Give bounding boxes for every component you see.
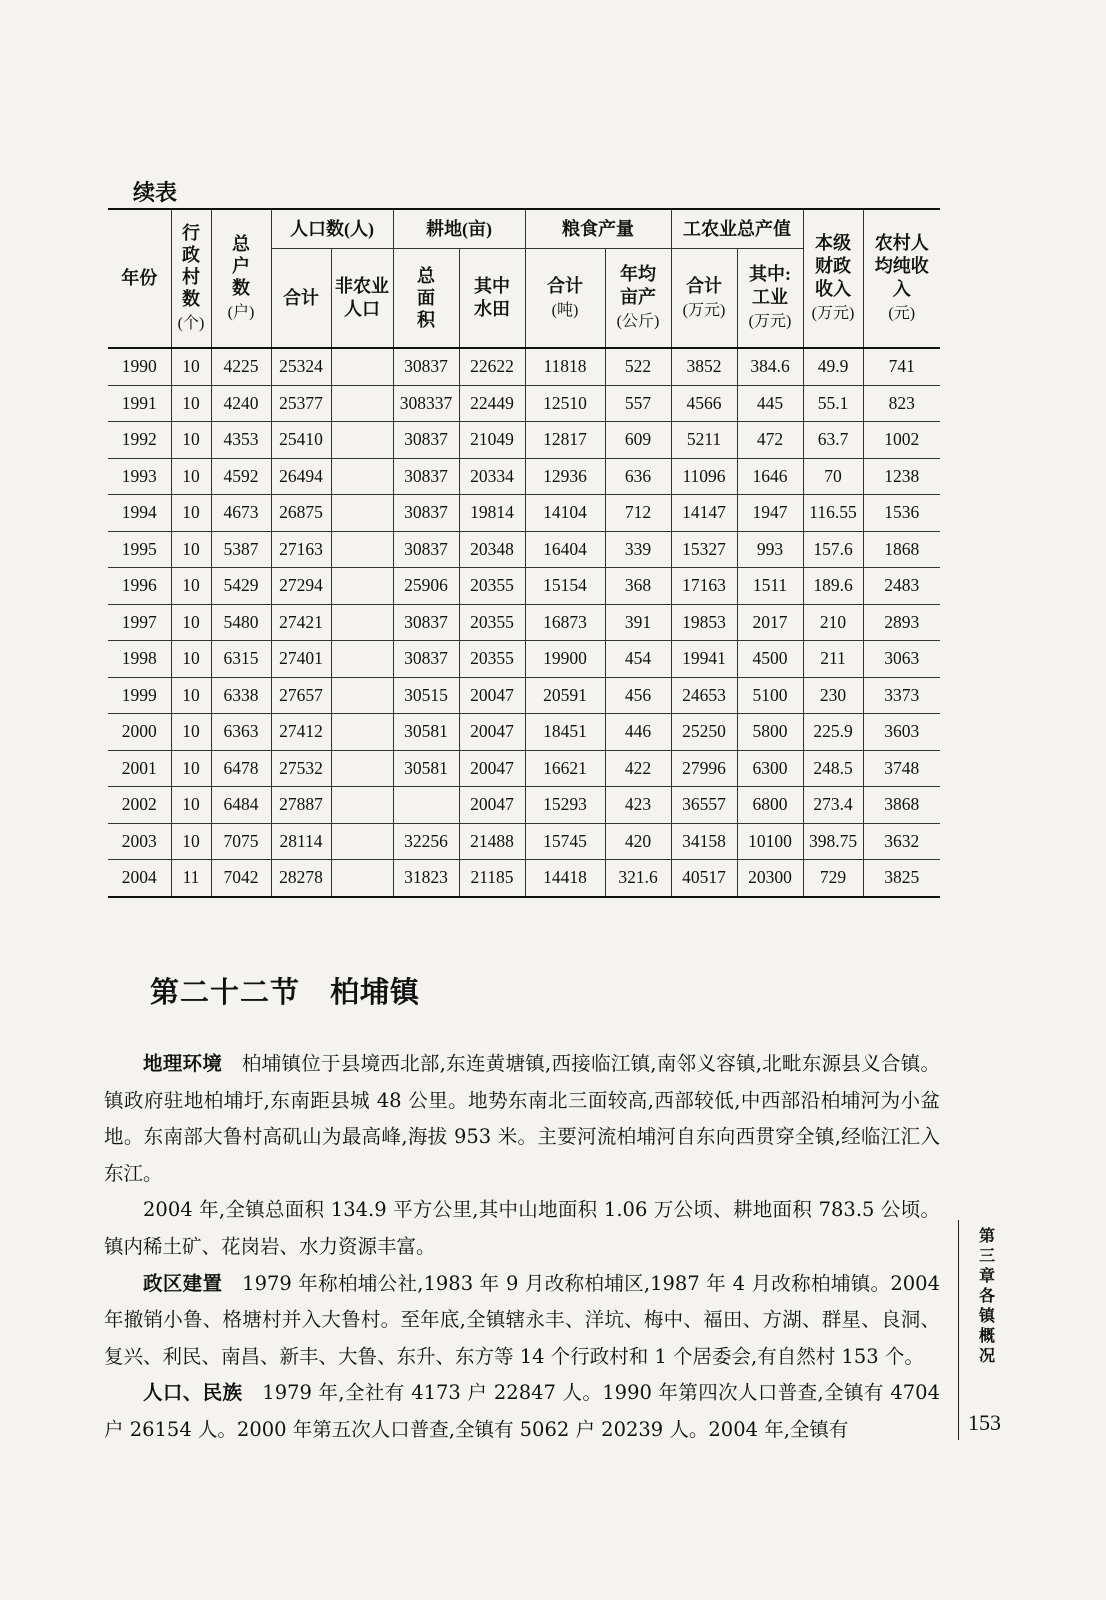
table-cell: 2004: [108, 860, 171, 897]
table-row: [108, 860, 940, 897]
table-cell: 11096: [671, 458, 737, 495]
table-cell: 4500: [737, 641, 803, 678]
table-cell: 7042: [211, 860, 271, 897]
table-cell: 210: [803, 604, 863, 641]
table-cell: 1991: [108, 385, 171, 422]
table-cell: 36557: [671, 787, 737, 824]
table-cell: 2003: [108, 823, 171, 860]
table-cell: [393, 787, 459, 824]
table-cell: 10: [171, 385, 211, 422]
table-cell: 368: [605, 568, 671, 605]
table-cell: 15293: [525, 787, 605, 824]
table-cell: 741: [863, 348, 940, 385]
table-cell: 1999: [108, 677, 171, 714]
table-row: [108, 458, 940, 495]
page-number: 153: [968, 1410, 1001, 1435]
table-cell: [331, 348, 393, 385]
table-row: [108, 750, 940, 787]
table-cell: 30837: [393, 604, 459, 641]
header-households: 总户数 (户): [211, 209, 271, 348]
table-cell: 5387: [211, 531, 271, 568]
table-cell: 30837: [393, 495, 459, 532]
header-villages: 行政村数 (个): [171, 209, 211, 348]
table-cell: 445: [737, 385, 803, 422]
header-cult-paddy: 其中水田: [459, 249, 525, 349]
table-cell: 7075: [211, 823, 271, 860]
table-row: [108, 641, 940, 678]
table-cell: 19853: [671, 604, 737, 641]
table-cell: 420: [605, 823, 671, 860]
table-cell: 225.9: [803, 714, 863, 751]
table-row: [108, 531, 940, 568]
table-cell: 4353: [211, 422, 271, 459]
table-cell: 3632: [863, 823, 940, 860]
table-cell: 16873: [525, 604, 605, 641]
table-cell: 1511: [737, 568, 803, 605]
table-cell: 30837: [393, 348, 459, 385]
table-cell: 6484: [211, 787, 271, 824]
table-cell: 557: [605, 385, 671, 422]
table-cell: 4225: [211, 348, 271, 385]
table-cell: [331, 495, 393, 532]
table-cell: 10: [171, 750, 211, 787]
table-cell: 1868: [863, 531, 940, 568]
table-cell: 17163: [671, 568, 737, 605]
table-cell: 27887: [271, 787, 331, 824]
table-row: [108, 604, 940, 641]
table-cell: 446: [605, 714, 671, 751]
table-cell: 729: [803, 860, 863, 897]
table-cell: 25906: [393, 568, 459, 605]
table-cell: 27421: [271, 604, 331, 641]
table-cell: 10: [171, 422, 211, 459]
table-cell: 423: [605, 787, 671, 824]
table-cell: 636: [605, 458, 671, 495]
table-cell: 2017: [737, 604, 803, 641]
table-cell: 30581: [393, 714, 459, 751]
header-output-total: 合计 (万元): [671, 249, 737, 349]
table-cell: 25410: [271, 422, 331, 459]
table-cell: 230: [803, 677, 863, 714]
table-cell: 40517: [671, 860, 737, 897]
table-cell: 4592: [211, 458, 271, 495]
table-cell: 5211: [671, 422, 737, 459]
table-cell: 21488: [459, 823, 525, 860]
sidebar-divider: [958, 1220, 959, 1440]
header-cultivated: 耕地(亩): [393, 209, 525, 249]
table-cell: 1536: [863, 495, 940, 532]
header-grain-total: 合计 (吨): [525, 249, 605, 349]
table-cell: 1646: [737, 458, 803, 495]
table-row: [108, 422, 940, 459]
statistics-table: [108, 208, 940, 898]
paragraph-population: 人口、民族 1979 年,全社有 4173 户 22847 人。1990 年第四次人口普查,全镇有 4704 户 26154 人。2000 年第五次人口普查,全镇有 5062 户 20239 人。2004 年,全镇有: [104, 1381, 940, 1441]
table-row: [108, 787, 940, 824]
table-cell: 2000: [108, 714, 171, 751]
table-cell: [331, 385, 393, 422]
table-cell: 16621: [525, 750, 605, 787]
table-cell: 211: [803, 641, 863, 678]
table-cell: 422: [605, 750, 671, 787]
table-row: [108, 495, 940, 532]
table-cell: 10: [171, 568, 211, 605]
table-cell: 6363: [211, 714, 271, 751]
table-cell: 12510: [525, 385, 605, 422]
table-cell: 398.75: [803, 823, 863, 860]
table-cell: 19814: [459, 495, 525, 532]
header-income: 农村人均纯收入 (元): [863, 209, 940, 348]
table-cell: 15154: [525, 568, 605, 605]
header-output-industry: 其中:工业 (万元): [737, 249, 803, 349]
table-cell: 456: [605, 677, 671, 714]
table-cell: 10: [171, 641, 211, 678]
table-cell: 15327: [671, 531, 737, 568]
table-row: [108, 385, 940, 422]
table-cell: 20334: [459, 458, 525, 495]
table-cell: [331, 531, 393, 568]
table-cell: 70: [803, 458, 863, 495]
table-cell: 6800: [737, 787, 803, 824]
table-cell: 3748: [863, 750, 940, 787]
table-cell: 2483: [863, 568, 940, 605]
header-cult-total: 总面积: [393, 249, 459, 349]
header-grain-yield: 年均亩产 (公斤): [605, 249, 671, 349]
table-cell: 10: [171, 823, 211, 860]
table-cell: [331, 641, 393, 678]
table-cell: 308337: [393, 385, 459, 422]
table-cell: 31823: [393, 860, 459, 897]
table-cell: [331, 604, 393, 641]
header-fiscal: 本级财政收入 (万元): [803, 209, 863, 348]
table-row: [108, 714, 940, 751]
table-cell: 55.1: [803, 385, 863, 422]
table-cell: 5800: [737, 714, 803, 751]
header-pop-total: 合计: [271, 249, 331, 349]
table-cell: 5429: [211, 568, 271, 605]
table-cell: 26494: [271, 458, 331, 495]
table-cell: 10: [171, 604, 211, 641]
table-cell: 6478: [211, 750, 271, 787]
table-cell: 2001: [108, 750, 171, 787]
table-cell: [331, 422, 393, 459]
paragraph-geography: 地理环境 柏埔镇位于县境西北部,东连黄塘镇,西接临江镇,南邻义容镇,北毗东源县义合镇。镇政府驻地柏埔圩,东南距县城 48 公里。地势东南北三面较高,西部较低,中西部沿柏埔河为小盆地。东南部大鲁村高矶山为最高峰,海拔 953 米。主要河流柏埔河自东向西贯穿全镇,经临江汇入东江。: [104, 1052, 940, 1185]
table-cell: 3868: [863, 787, 940, 824]
table-cell: [331, 568, 393, 605]
table-cell: 34158: [671, 823, 737, 860]
table-cell: 4240: [211, 385, 271, 422]
table-cell: 472: [737, 422, 803, 459]
table-cell: 248.5: [803, 750, 863, 787]
paragraph-administration: 政区建置 1979 年称柏埔公社,1983 年 9 月改称柏埔区,1987 年 4 月改称柏埔镇。2004 年撤销小鲁、格塘村并入大鲁村。至年底,全镇辖永丰、洋坑、梅中、福田、方湖、群星、良洞、复兴、利民、南昌、新丰、大鲁、东升、东方等 14 个行政村和 1 个居委会,有自然村 153 个。: [104, 1271, 940, 1368]
table-row: [108, 677, 940, 714]
table-cell: 3852: [671, 348, 737, 385]
table-cell: 3603: [863, 714, 940, 751]
table-cell: [331, 860, 393, 897]
table-cell: 10: [171, 348, 211, 385]
section-title: 第二十二节 柏埔镇: [150, 975, 421, 1009]
header-pop-nonagri: 非农业人口: [331, 249, 393, 349]
table-cell: 14147: [671, 495, 737, 532]
table-cell: 20047: [459, 787, 525, 824]
table-cell: 28278: [271, 860, 331, 897]
table-cell: 454: [605, 641, 671, 678]
table-cell: 10: [171, 714, 211, 751]
table-cell: 25250: [671, 714, 737, 751]
table-cell: [331, 823, 393, 860]
table-cell: 2002: [108, 787, 171, 824]
table-cell: [331, 458, 393, 495]
continued-label: 续表: [133, 180, 178, 206]
table-cell: 14104: [525, 495, 605, 532]
table-cell: 993: [737, 531, 803, 568]
table-cell: 19900: [525, 641, 605, 678]
table-cell: 20591: [525, 677, 605, 714]
table-cell: 21049: [459, 422, 525, 459]
table-cell: 27163: [271, 531, 331, 568]
table-cell: 10: [171, 458, 211, 495]
table-cell: 157.6: [803, 531, 863, 568]
table-cell: 63.7: [803, 422, 863, 459]
table-cell: 609: [605, 422, 671, 459]
table-cell: 22449: [459, 385, 525, 422]
table-cell: 339: [605, 531, 671, 568]
table-cell: 1998: [108, 641, 171, 678]
table-cell: 1996: [108, 568, 171, 605]
table-cell: 384.6: [737, 348, 803, 385]
table-cell: 27294: [271, 568, 331, 605]
table-cell: 12936: [525, 458, 605, 495]
table-cell: 15745: [525, 823, 605, 860]
table-cell: 1994: [108, 495, 171, 532]
table-cell: 6338: [211, 677, 271, 714]
table-cell: 5100: [737, 677, 803, 714]
table-cell: 391: [605, 604, 671, 641]
table-cell: 11818: [525, 348, 605, 385]
table-cell: 27401: [271, 641, 331, 678]
table-cell: 1993: [108, 458, 171, 495]
table-cell: 1995: [108, 531, 171, 568]
table-cell: 1002: [863, 422, 940, 459]
table-cell: 20355: [459, 568, 525, 605]
table-cell: 27412: [271, 714, 331, 751]
table-cell: 32256: [393, 823, 459, 860]
paragraph-area: 2004 年,全镇总面积 134.9 平方公里,其中山地面积 1.06 万公顷、耕地面积 783.5 公顷。镇内稀土矿、花岗岩、水力资源丰富。: [104, 1198, 940, 1258]
table-cell: 20355: [459, 641, 525, 678]
table-cell: 30837: [393, 458, 459, 495]
table-cell: 16404: [525, 531, 605, 568]
table-cell: 321.6: [605, 860, 671, 897]
table-cell: 25324: [271, 348, 331, 385]
table-cell: 1947: [737, 495, 803, 532]
table-cell: 823: [863, 385, 940, 422]
table-cell: 1992: [108, 422, 171, 459]
table-cell: [331, 714, 393, 751]
table-cell: 4673: [211, 495, 271, 532]
table-cell: 24653: [671, 677, 737, 714]
table-row: [108, 823, 940, 860]
table-cell: 49.9: [803, 348, 863, 385]
table-cell: 11: [171, 860, 211, 897]
table-cell: 20047: [459, 714, 525, 751]
table-cell: 20047: [459, 677, 525, 714]
table-cell: 20348: [459, 531, 525, 568]
table-cell: 30515: [393, 677, 459, 714]
table-cell: 5480: [211, 604, 271, 641]
table-cell: [331, 677, 393, 714]
table-cell: 10: [171, 531, 211, 568]
table-cell: 712: [605, 495, 671, 532]
table-cell: 27996: [671, 750, 737, 787]
header-grain: 粮食产量: [525, 209, 671, 249]
header-population: 人口数(人): [271, 209, 393, 249]
table-cell: 30837: [393, 641, 459, 678]
table-cell: 1990: [108, 348, 171, 385]
table-cell: 10: [171, 787, 211, 824]
header-year: 年份: [108, 209, 171, 348]
table-cell: 3063: [863, 641, 940, 678]
table-cell: 116.55: [803, 495, 863, 532]
table-cell: 20355: [459, 604, 525, 641]
table-cell: 1238: [863, 458, 940, 495]
table-cell: [331, 787, 393, 824]
table-cell: 10100: [737, 823, 803, 860]
table-cell: 20300: [737, 860, 803, 897]
table-cell: 21185: [459, 860, 525, 897]
table-cell: 27657: [271, 677, 331, 714]
table-cell: 10: [171, 677, 211, 714]
table-cell: 273.4: [803, 787, 863, 824]
table-cell: 2893: [863, 604, 940, 641]
table-cell: 3825: [863, 860, 940, 897]
table-cell: 6315: [211, 641, 271, 678]
table-cell: 28114: [271, 823, 331, 860]
table-cell: 6300: [737, 750, 803, 787]
table-cell: 22622: [459, 348, 525, 385]
table-row: [108, 568, 940, 605]
table-cell: 20047: [459, 750, 525, 787]
chapter-side-label: 第三章 各镇概况: [978, 1226, 1012, 1365]
table-cell: 30837: [393, 531, 459, 568]
table-cell: 522: [605, 348, 671, 385]
table-cell: 27532: [271, 750, 331, 787]
table-cell: 14418: [525, 860, 605, 897]
table-cell: 26875: [271, 495, 331, 532]
table-cell: 25377: [271, 385, 331, 422]
table-cell: 10: [171, 495, 211, 532]
table-cell: 4566: [671, 385, 737, 422]
table-row: [108, 348, 940, 385]
table-cell: [331, 750, 393, 787]
table-cell: 1997: [108, 604, 171, 641]
table-cell: 30837: [393, 422, 459, 459]
header-output: 工农业总产值: [671, 209, 803, 249]
table-cell: 19941: [671, 641, 737, 678]
table-cell: 3373: [863, 677, 940, 714]
table-cell: 189.6: [803, 568, 863, 605]
table-cell: 18451: [525, 714, 605, 751]
table-cell: 12817: [525, 422, 605, 459]
body-text: [104, 1046, 940, 1449]
table-cell: 30581: [393, 750, 459, 787]
